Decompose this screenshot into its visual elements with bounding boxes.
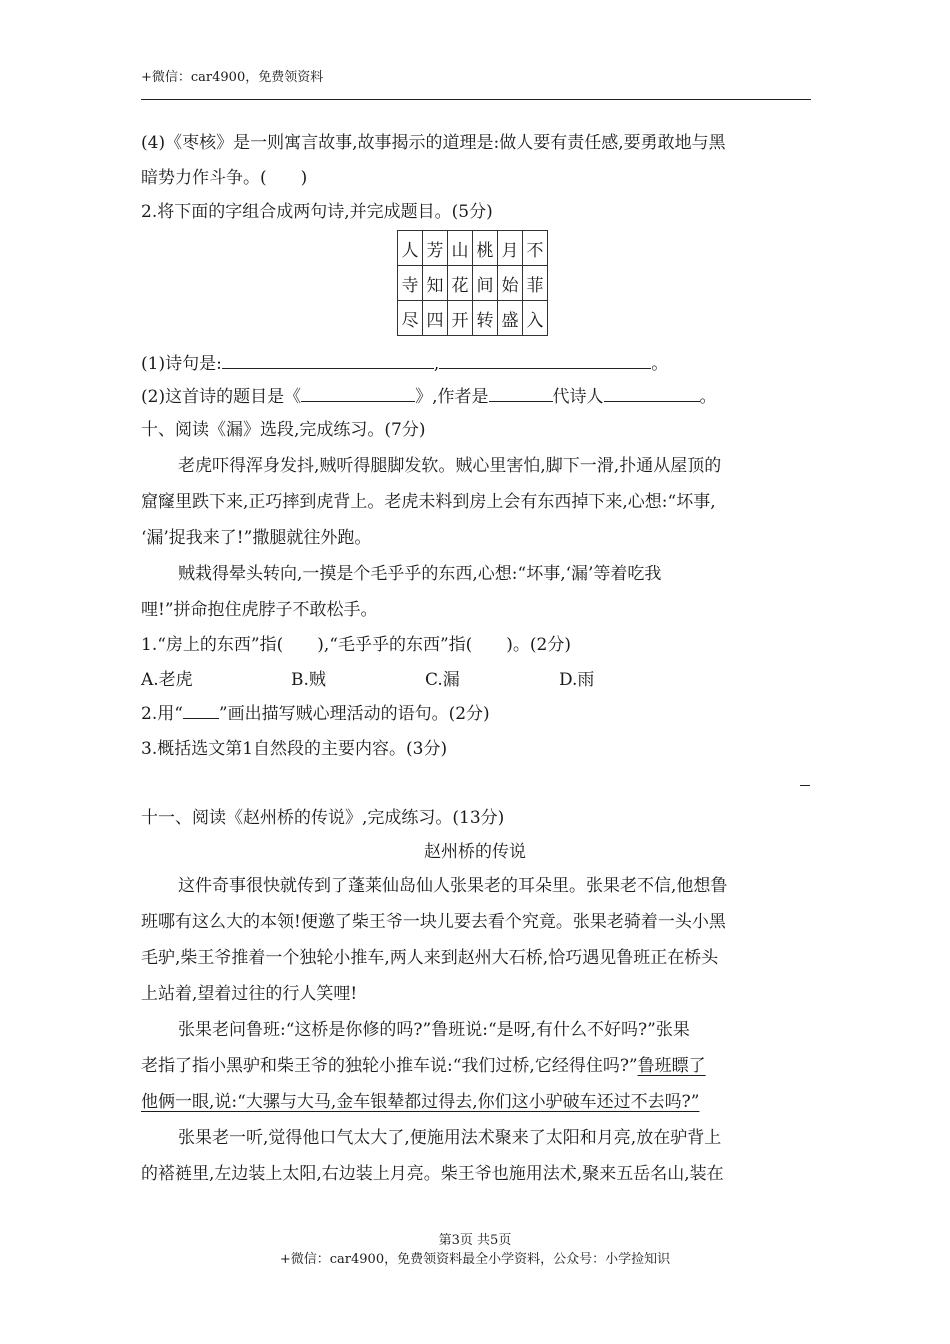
question-2-title: 2.将下面的字组合成两句诗,并完成题目。(5分) [141, 202, 493, 222]
option-d[interactable]: D.雨 [559, 670, 595, 690]
article-paragraph-3: 张果老一听,觉得他口气太大了,便施用法术聚来了太阳和月亮,放在驴背上 [178, 1128, 722, 1148]
grid-cell: 不 [523, 231, 548, 266]
question-1: 1.“房上的东西”指( ),“毛乎乎的东西”指( )。(2分) [141, 635, 571, 655]
passage-paragraph-1-line-3: ‘漏’捉我来了!”撒腿就往外跑。 [141, 528, 372, 548]
poem-line-prompt [141, 349, 668, 374]
option-a[interactable]: A.老虎 [141, 670, 193, 690]
article-paragraph-2-line-2 [141, 1051, 706, 1076]
passage-paragraph-1-line-2: 窟窿里跌下来,正巧摔到虎背上。老虎未料到房上会有东西掉下来,心想:“坏事, [141, 492, 716, 512]
poem-author-label: 》,作者是 [415, 387, 489, 407]
item4-line2: 暗势力作斗争。( ) [141, 168, 308, 188]
paragraph-2-plain-text: 老指了指小黑驴和柴王爷的独轮小推车说:“我们过桥,它经得住吗?” [141, 1056, 638, 1076]
poem-poet-label: 代诗人 [552, 387, 604, 407]
article-paragraph-1-line-2: 班哪有这么大的本领!便邀了柴王爷一块儿要去看个究竟。张果老骑着一头小黑 [141, 912, 726, 932]
grid-cell: 入 [523, 301, 548, 336]
article-paragraph-1-line-4: 上站着,望着过往的行人笑哩! [141, 984, 358, 1004]
option-c[interactable]: C.漏 [425, 670, 460, 690]
passage-paragraph-1: 老虎吓得浑身发抖,贼听得腿脚发软。贼心里害怕,脚下一滑,扑通从屋顶的 [178, 456, 722, 476]
underline-sample [183, 702, 219, 719]
answer-line-stub[interactable] [800, 785, 810, 786]
article-paragraph-2: 张果老问鲁班:“这桥是你修的吗?”鲁班说:“是呀,有什么不好吗?”张果 [178, 1020, 690, 1040]
article-paragraph-3-line-2: 的褡裢里,左边装上太阳,右边装上月亮。柴王爷也施用法术,聚来五岳名山,装在 [141, 1164, 724, 1184]
grid-cell: 山 [448, 231, 473, 266]
underlined-sentence: 他俩一眼,说:“大骡与大马,金车银辇都过得去,你们这小驴破车还过不去吗?” [141, 1092, 700, 1112]
article-paragraph-1: 这件奇事很快就传到了蓬莱仙岛仙人张果老的耳朵里。张果老不信,他想鲁 [178, 876, 728, 896]
grid-cell: 开 [448, 301, 473, 336]
grid-cell: 尽 [398, 301, 423, 336]
poem-line-separator: , [433, 354, 440, 374]
grid-cell: 四 [423, 301, 448, 336]
question-3: 3.概括选文第1自然段的主要内容。(3分) [141, 739, 448, 759]
poem-line-blank-2[interactable] [439, 352, 651, 369]
section-10-title: 十、阅读《漏》选段,完成练习。(7分) [141, 420, 426, 440]
question-2 [141, 699, 490, 724]
poem-title-end: 。 [699, 387, 717, 407]
grid-cell: 盛 [498, 301, 523, 336]
grid-cell: 芳 [423, 231, 448, 266]
grid-cell: 间 [473, 266, 498, 301]
poem-title-blank[interactable] [301, 385, 415, 402]
article-paragraph-1-line-3: 毛驴,柴王爷推着一个独轮小推车,两人来到赵州大石桥,恰巧遇见鲁班正在桥头 [141, 948, 719, 968]
grid-cell: 寺 [398, 266, 423, 301]
passage-paragraph-2: 贼栽得晕头转向,一摸是个毛乎乎的东西,心想:“坏事,‘漏’等着吃我 [178, 564, 662, 584]
item4-line1: (4)《枣核》是一则寓言故事,故事揭示的道理是:做人要有责任感,要勇敢地与黑 [141, 133, 726, 153]
poem-title-label: (2)这首诗的题目是《 [141, 387, 302, 407]
header-note: +微信：car4900，免费领资料 [141, 70, 324, 85]
grid-cell: 人 [398, 231, 423, 266]
character-grid [397, 230, 548, 336]
article-title: 赵州桥的传说 [424, 842, 526, 862]
passage-paragraph-2-line-2: 哩!”拼命抱住虎脖子不敢松手。 [141, 600, 378, 620]
page-number: 第3页 共5页 [438, 1233, 512, 1248]
poem-poet-blank[interactable] [604, 385, 700, 402]
grid-cell: 月 [498, 231, 523, 266]
footer-note: +微信：car4900，免费领资料最全小学资料，公众号：小学捡知识 [279, 1252, 671, 1267]
grid-cell: 转 [473, 301, 498, 336]
poem-line-label: (1)诗句是: [141, 354, 222, 374]
poem-dynasty-blank[interactable] [489, 385, 553, 402]
grid-cell: 花 [448, 266, 473, 301]
underlined-sentence-start: 鲁班瞟了 [637, 1056, 706, 1076]
grid-cell: 始 [498, 266, 523, 301]
poem-title-prompt [141, 382, 717, 407]
header-divider [141, 99, 811, 100]
poem-line-blank-1[interactable] [222, 352, 434, 369]
poem-line-end: 。 [651, 354, 669, 374]
grid-cell: 桃 [473, 231, 498, 266]
grid-cell: 菲 [523, 266, 548, 301]
grid-cell: 知 [423, 266, 448, 301]
section-11-title: 十一、阅读《赵州桥的传说》,完成练习。(13分) [141, 808, 505, 828]
question-2-suffix: ”画出描写贼心理活动的语句。(2分) [218, 704, 490, 724]
option-b[interactable]: B.贼 [291, 670, 326, 690]
question-2-prefix: 2.用“ [141, 704, 183, 724]
